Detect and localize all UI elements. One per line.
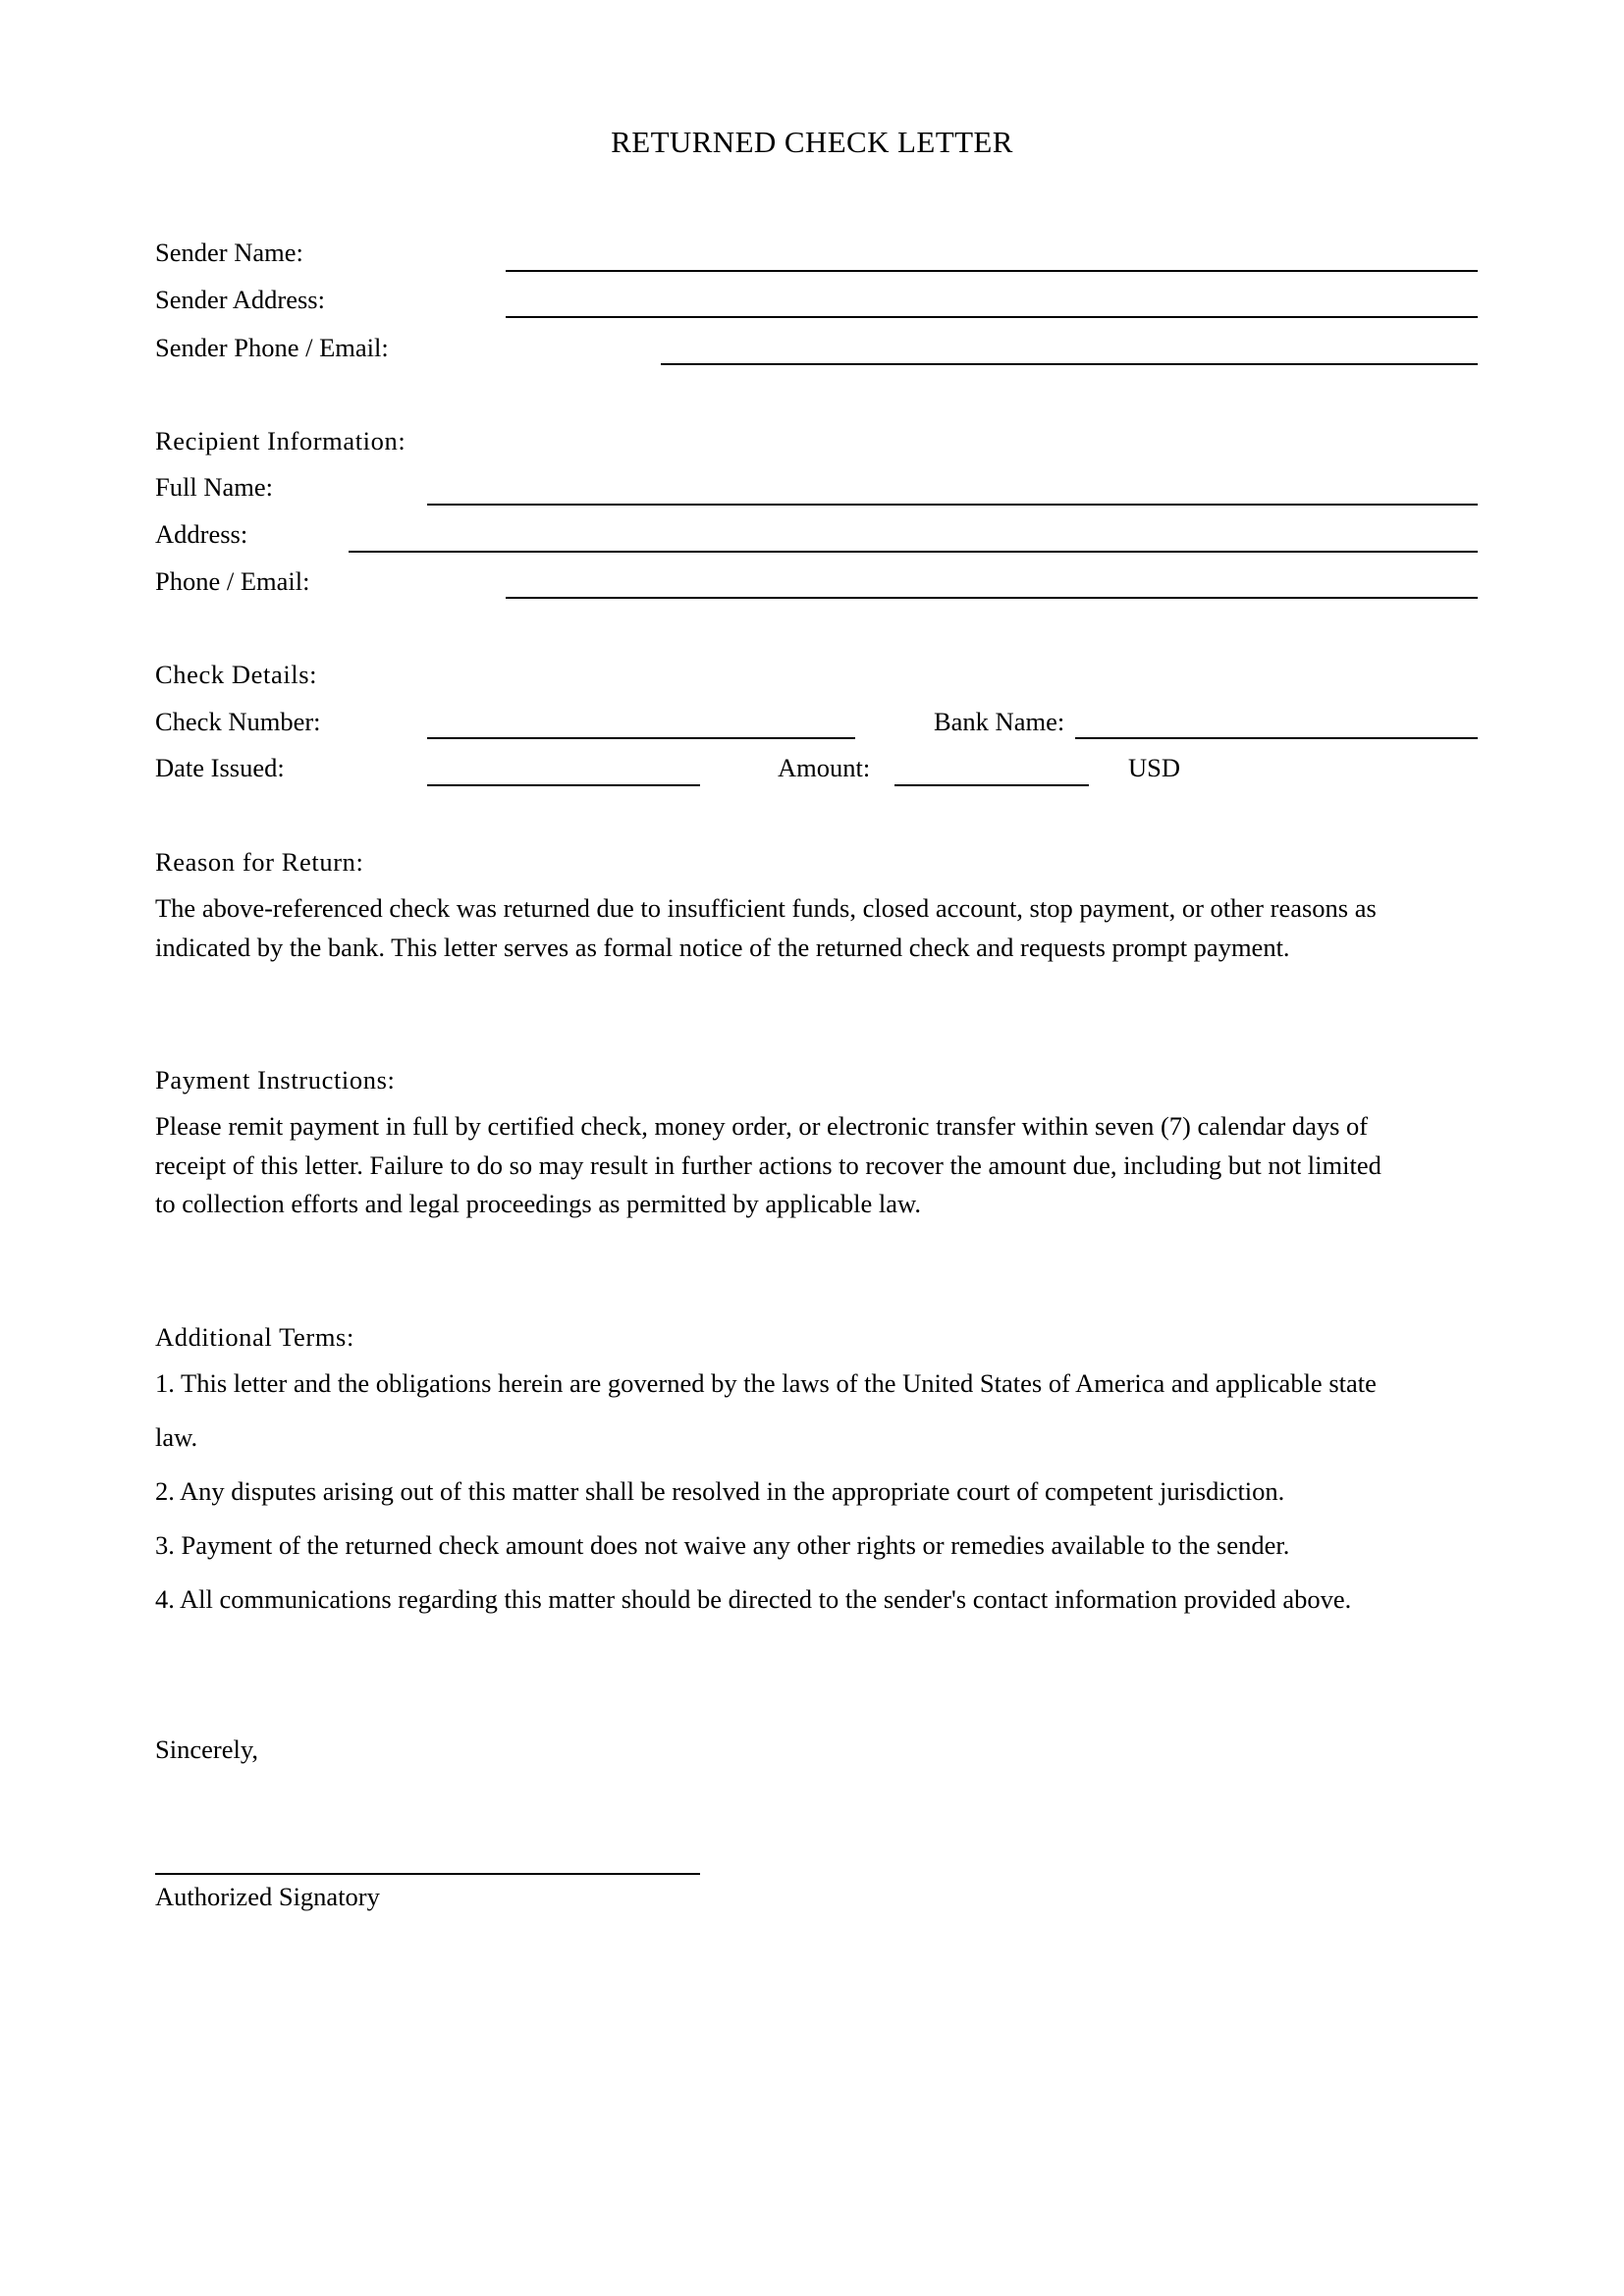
reason-paragraph bbox=[155, 889, 1490, 967]
amount-field[interactable] bbox=[894, 784, 1089, 786]
recipient-phone-email-label: Phone / Email: bbox=[155, 566, 310, 596]
sender-name-label: Sender Name: bbox=[155, 238, 303, 267]
reason-heading: Reason for Return: bbox=[155, 847, 364, 877]
sender-address-label: Sender Address: bbox=[155, 285, 325, 314]
terms-item-4: 4. All communications regarding this matter should be directed to the sender's contact information provided above. bbox=[155, 1584, 1352, 1614]
sender-phone-email-label: Sender Phone / Email: bbox=[155, 333, 389, 362]
check-number-field[interactable] bbox=[427, 737, 855, 739]
signature-line[interactable] bbox=[155, 1873, 700, 1875]
recipient-address-field[interactable] bbox=[349, 551, 1478, 553]
recipient-heading: Recipient Information: bbox=[155, 426, 406, 455]
document-title: RETURNED CHECK LETTER bbox=[611, 125, 1013, 159]
payment-heading: Payment Instructions: bbox=[155, 1065, 396, 1095]
currency-label: USD bbox=[1128, 753, 1181, 782]
bank-name-label: Bank Name: bbox=[934, 707, 1065, 736]
recipient-address-label: Address: bbox=[155, 519, 248, 549]
terms-item-2: 2. Any disputes arising out of this matter shall be resolved in the appropriate court of competent jurisdiction. bbox=[155, 1476, 1285, 1506]
sender-name-field[interactable] bbox=[506, 270, 1478, 272]
terms-item-1: 1. This letter and the obligations herein are governed by the laws of the United States of America and applicable state bbox=[155, 1368, 1377, 1398]
payment-line: receipt of this letter. Failure to do so may result in further actions to recover the amount due, including but not limited bbox=[155, 1149, 1381, 1180]
payment-line: to collection efforts and legal proceedings as permitted by applicable law. bbox=[155, 1189, 922, 1218]
bank-name-field[interactable] bbox=[1075, 737, 1478, 739]
recipient-full-name-label: Full Name: bbox=[155, 472, 273, 502]
sender-address-field[interactable] bbox=[506, 316, 1478, 318]
reason-line: indicated by the bank. This letter serves as formal notice of the returned check and requests prompt payment. bbox=[155, 932, 1290, 962]
terms-heading: Additional Terms: bbox=[155, 1322, 354, 1352]
terms-item-1-continued: law. bbox=[155, 1422, 198, 1452]
amount-label: Amount: bbox=[778, 753, 871, 782]
reason-line: The above-referenced check was returned due to insufficient funds, closed account, stop payment, or other reasons as bbox=[155, 893, 1377, 923]
recipient-phone-email-field[interactable] bbox=[506, 597, 1478, 599]
signature-label: Authorized Signatory bbox=[155, 1882, 380, 1911]
check-details-heading: Check Details: bbox=[155, 660, 318, 689]
recipient-full-name-field[interactable] bbox=[427, 504, 1478, 506]
date-issued-field[interactable] bbox=[427, 784, 700, 786]
check-number-label: Check Number: bbox=[155, 707, 321, 736]
terms-item-3: 3. Payment of the returned check amount does not waive any other rights or remedies available to the sender. bbox=[155, 1530, 1290, 1560]
payment-line: Please remit payment in full by certified check, money order, or electronic transfer within seven (7) calendar days of bbox=[155, 1111, 1369, 1141]
closing-salutation: Sincerely, bbox=[155, 1735, 258, 1764]
sender-phone-email-field[interactable] bbox=[661, 363, 1478, 365]
payment-paragraph bbox=[155, 1107, 1490, 1224]
date-issued-label: Date Issued: bbox=[155, 753, 285, 782]
